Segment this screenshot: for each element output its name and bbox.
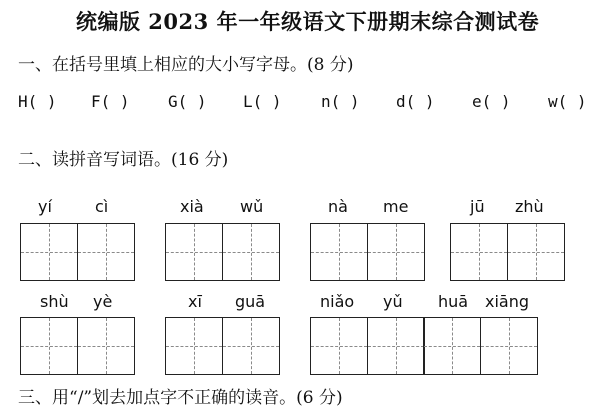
pinyin-syllable: huā xyxy=(438,292,469,311)
page-title: 统编版 2023 年一年级语文下册期末综合测试卷 xyxy=(76,9,540,34)
pinyin-syllable: yǔ xyxy=(383,292,403,311)
pinyin-syllable: yè xyxy=(93,292,113,311)
pinyin-syllable: jū xyxy=(470,197,485,216)
writing-cell[interactable] xyxy=(77,317,135,375)
letter-blank: w( ) xyxy=(548,92,587,111)
letter-blank: L( ) xyxy=(243,92,282,111)
writing-cell[interactable] xyxy=(20,317,78,375)
writing-cell[interactable] xyxy=(310,223,368,281)
writing-cell[interactable] xyxy=(77,223,135,281)
writing-cell[interactable] xyxy=(367,317,425,375)
pinyin-syllable: cì xyxy=(95,197,109,216)
writing-cell[interactable] xyxy=(222,223,280,281)
writing-grid[interactable] xyxy=(450,223,565,281)
writing-cell[interactable] xyxy=(310,317,368,375)
writing-cell[interactable] xyxy=(367,223,425,281)
letter-blank: n( ) xyxy=(321,92,360,111)
writing-grid[interactable] xyxy=(310,317,538,375)
writing-grid[interactable] xyxy=(165,317,280,375)
writing-cell[interactable] xyxy=(20,223,78,281)
pinyin-syllable: me xyxy=(383,197,409,216)
letter-blank: H( ) xyxy=(18,92,57,111)
question-2-heading: 二、读拼音写词语。(16 分) xyxy=(18,150,229,170)
question-3-heading: 三、用“/”划去加点字不正确的读音。(6 分) xyxy=(18,388,343,408)
writing-cell[interactable] xyxy=(507,223,565,281)
writing-cell[interactable] xyxy=(165,223,223,281)
letter-blank: G( ) xyxy=(168,92,207,111)
letter-blank: F( ) xyxy=(91,92,130,111)
letter-row xyxy=(18,92,598,116)
writing-cell[interactable] xyxy=(480,317,538,375)
writing-cell[interactable] xyxy=(165,317,223,375)
pinyin-syllable: yí xyxy=(38,197,52,216)
pinyin-syllable: zhù xyxy=(515,197,544,216)
writing-grid[interactable] xyxy=(20,223,135,281)
pinyin-syllable: xià xyxy=(180,197,204,216)
writing-cell[interactable] xyxy=(450,223,508,281)
pinyin-syllable: xiāng xyxy=(485,292,530,311)
pinyin-syllable: xī xyxy=(188,292,202,311)
writing-grid[interactable] xyxy=(310,223,425,281)
writing-cell[interactable] xyxy=(423,317,481,375)
pinyin-syllable: guā xyxy=(235,292,266,311)
letter-blank: e( ) xyxy=(472,92,511,111)
pinyin-syllable: wǔ xyxy=(240,197,264,216)
pinyin-syllable: niǎo xyxy=(320,292,355,311)
writing-grid[interactable] xyxy=(165,223,280,281)
pinyin-syllable: shù xyxy=(40,292,69,311)
question-1-heading: 一、在括号里填上相应的大小写字母。(8 分) xyxy=(18,55,354,75)
letter-blank: d( ) xyxy=(396,92,435,111)
writing-cell[interactable] xyxy=(222,317,280,375)
writing-grid[interactable] xyxy=(20,317,135,375)
pinyin-syllable: nà xyxy=(328,197,348,216)
